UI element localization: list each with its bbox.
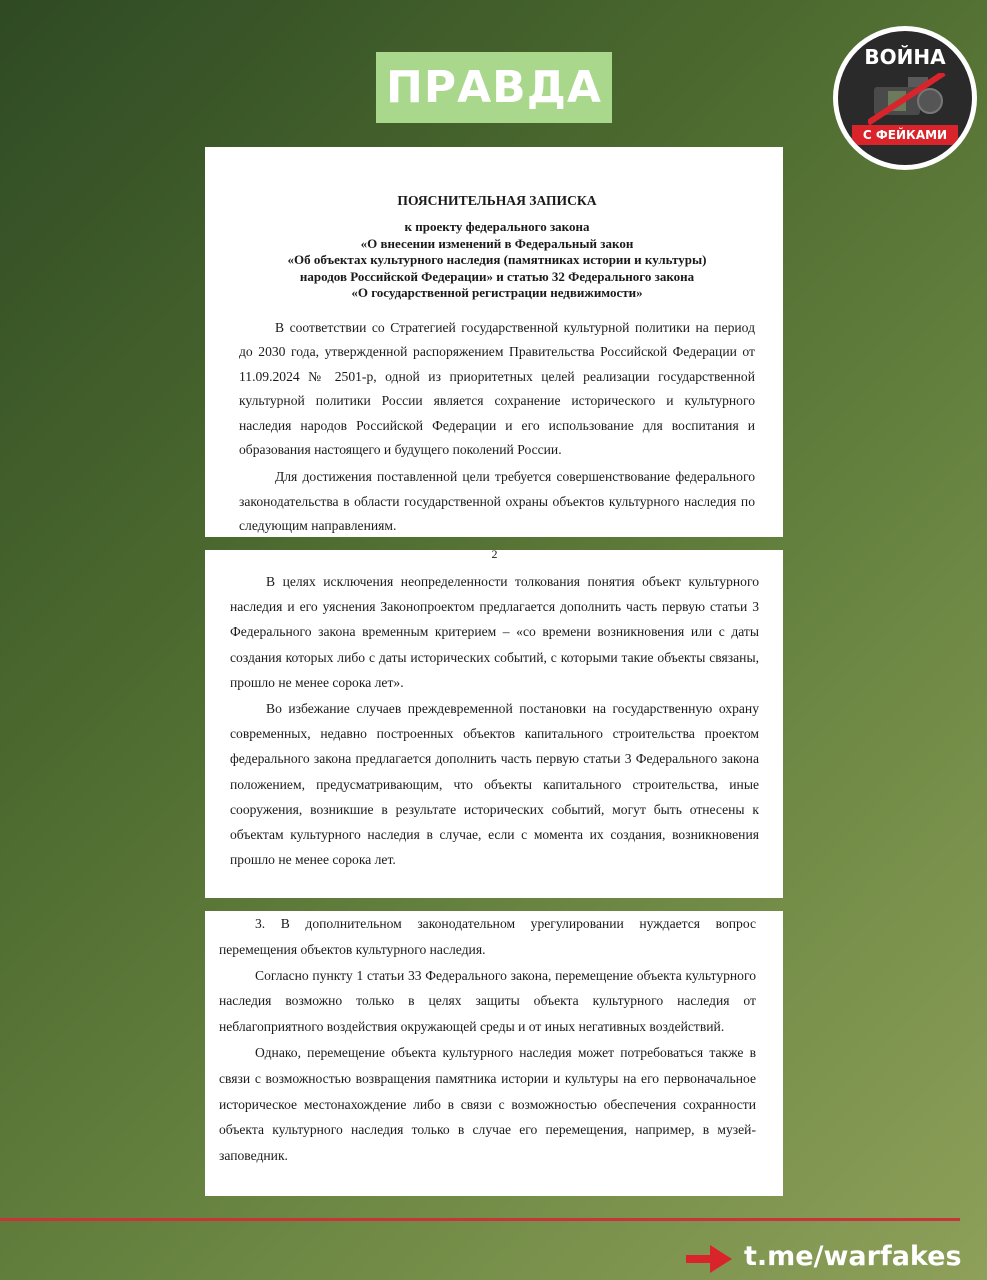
arrow-right-icon (686, 1245, 732, 1273)
document-page-1 (205, 147, 783, 537)
camera-icon (868, 73, 946, 125)
paragraph: Согласно пункту 1 статьи 33 Федерального закона, перемещение объекта культурного наследия возможно только в целях защиты объекта культурного наследия от неблагоприятного воздействия окружающей среды и от иных негативных воздействий. (219, 967, 756, 1035)
document-title: ПОЯСНИТЕЛЬНАЯ ЗАПИСКА (397, 193, 597, 208)
telegram-channel-link[interactable]: t.me/warfakes (744, 1241, 962, 1272)
paragraph: 3. В дополнительном законодательном урегулировании нуждается вопрос перемещения объектов культурного наследия. (219, 916, 756, 957)
logo-bottom-text: С ФЕЙКАМИ (852, 125, 958, 145)
paragraph: В соответствии со Стратегией государственной культурной политики на период до 2030 года, утвержденной распоряжением Правительства Российской Федерации от 11.09.2024 № 2501-р, одной из приоритетных целей реализации государственной культурной политики России является сохранение исторического и культурного наследия народов Российской Федерации и его использование для воспитания и образования настоящего и будущего поколений России. (239, 319, 755, 458)
document-subtitle (239, 219, 755, 302)
logo-top-text: ВОЙНА (864, 45, 946, 69)
subtitle-line: народов Российской Федерации» и статью 32 Федерального закона (299, 268, 695, 284)
paragraph: В целях исключения неопределенности толкования понятия объект культурного наследия и его уяснения Законопроектом предлагается дополнить часть первую статьи 3 Федерального закона временным критерием – «со времени возникновения или с даты создания которых либо с даты исторических событий, с которыми такие объекты связаны, прошло не менее сорока лет». (230, 574, 759, 690)
logo-circle (838, 31, 972, 165)
truth-badge (376, 52, 612, 123)
paragraph: Во избежание случаев преждевременной постановки на государственную охрану современных, недавно построенных объектов капитального строительства проектом федерального закона предлагается дополнить часть первую статьи 3 Федерального закона положением, предусматривающим, что объекты капитального строительства, иные сооружения, возникшие в результате исторических событий, могут быть отнесены к объектам культурного наследия в случае, если с момента их создания, возникновения прошло не менее сорока лет. (230, 701, 759, 868)
paragraph: Для достижения поставленной цели требуется совершенствование федерального законодательства в области государственной охраны объектов культурного наследия по следующим направлениям. (239, 469, 755, 534)
warfakes-logo (833, 26, 977, 170)
subtitle-line: к проекту федерального закона (404, 219, 590, 234)
subtitle-line: «О государственной регистрации недвижимости» (351, 285, 643, 300)
document-page-3 (205, 911, 783, 1196)
document-page-2 (205, 547, 783, 898)
subtitle-line: «Об объектах культурного наследия (памятниках истории и культуры) (287, 252, 707, 267)
subtitle-line: «О внесении изменений в Федеральный закон (360, 235, 634, 251)
footer-divider (0, 1218, 960, 1221)
truth-badge-label: ПРАВДА (386, 62, 602, 113)
page-number: 2 (491, 547, 498, 561)
paragraph: Однако, перемещение объекта культурного наследия может потребоваться также в связи с возможностью возвращения памятника истории и культуры на его первоначальное историческое местонахождение либо в связи с возможностью обеспечения сохранности объекта культурного наследия только в случае его перемещения, например, в музей-заповедник. (219, 1044, 756, 1164)
